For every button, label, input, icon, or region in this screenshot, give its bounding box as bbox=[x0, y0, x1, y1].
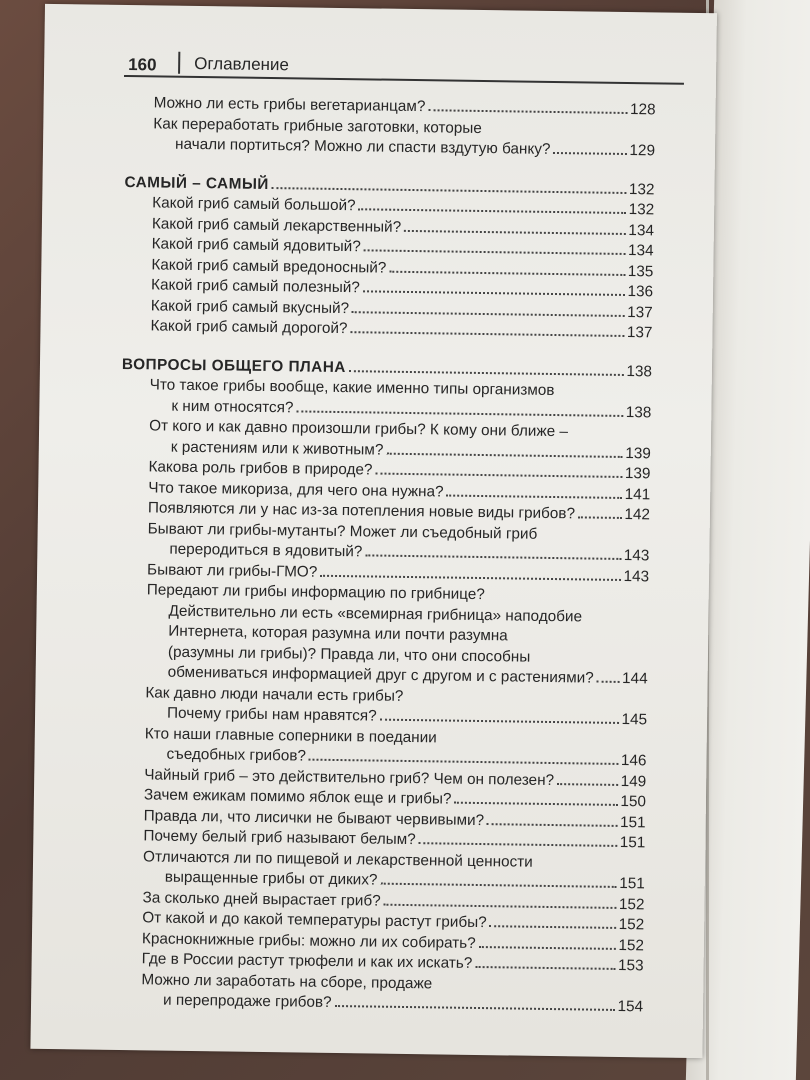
toc-entry: Появляются ли у нас из-за потепления новые виды грибов? 142 bbox=[147, 499, 651, 524]
toc-entry: Что такое грибы вообще, какие именно типы организмов к ним относятся? 138 bbox=[149, 376, 652, 421]
toc-entry: Какой гриб самый вредоносный? 135 bbox=[151, 255, 654, 280]
toc-entry: Какой гриб самый большой? 132 bbox=[152, 194, 655, 219]
toc-entry: Как давно люди начали есть грибы? Почему грибы нам нравятся? 145 bbox=[145, 683, 648, 729]
toc-section-heading: ВОПРОСЫ ОБЩЕГО ПЛАНА 138 bbox=[121, 355, 653, 380]
toc-entry: За сколько дней вырастает гриб? 152 bbox=[142, 888, 645, 913]
toc-entry: Зачем ежикам помимо яблок еще и грибы? 150 bbox=[143, 786, 647, 811]
header-title: Оглавление bbox=[194, 53, 290, 75]
toc-entry: От какой и до какой температуры растут грибы? 152 bbox=[142, 909, 645, 934]
toc-entry: Как переработать грибные заготовки, которые начали портиться? Можно ли спасти вздутую банку? 129 bbox=[153, 114, 656, 160]
toc-entry: Где в России растут трюфели и как их искать? 153 bbox=[141, 950, 644, 975]
toc-entry: Какова роль грибов в природе? 139 bbox=[148, 458, 651, 483]
toc-section-heading: САМЫЙ – САМЫЙ 132 bbox=[124, 173, 655, 198]
toc-entry: От кого и как давно произошли грибы? К кому они ближе – к растениям или к животным? 139 bbox=[149, 417, 651, 462]
toc-entry: Что такое микориза, для чего она нужна? 141 bbox=[148, 478, 651, 503]
toc-entry: Почему белый гриб называют белым? 151 bbox=[143, 827, 646, 852]
toc-entry: Можно ли заработать на сборе, продаже и перепродаже грибов? 154 bbox=[141, 970, 644, 1016]
toc-entry: Какой гриб самый полезный? 136 bbox=[150, 276, 654, 301]
toc-entry: Можно ли есть грибы вегетарианцам? 128 bbox=[153, 94, 656, 119]
toc-entry: Чайный гриб – это действительно гриб? Чем он полезен? 149 bbox=[144, 765, 647, 790]
table-of-contents bbox=[113, 93, 656, 1018]
book-page bbox=[30, 4, 717, 1058]
toc-entry: Краснокнижные грибы: можно ли их собирать? 152 bbox=[141, 929, 645, 954]
toc-entry: Отличаются ли по пищевой и лекарственной ценности выращенные грибы от диких? 151 bbox=[142, 847, 645, 893]
toc-entry: Бывают ли грибы-ГМО? 143 bbox=[147, 560, 650, 585]
page-number: 160 bbox=[128, 55, 157, 75]
toc-entry: Передают ли грибы информацию по грибнице? Действительно ли есть «всемирная грибница» наподобие Интернета, которая разумна или почти разумна (разумны ли грибы)? Правда ли, что они способны обмениваться информацией друг с другом и с растениями? 144 bbox=[146, 581, 648, 688]
toc-entry: Кто наши главные соперники в поедании съедобных грибов? 146 bbox=[144, 724, 647, 770]
toc-entry: Какой гриб самый лекарственный? 134 bbox=[151, 214, 655, 239]
toc-entry: Какой гриб самый дорогой? 137 bbox=[150, 317, 653, 342]
toc-entry: Какой гриб самый ядовитый? 134 bbox=[151, 235, 654, 260]
toc-entry: Какой гриб самый вкусный? 137 bbox=[150, 296, 653, 321]
toc-entry: Правда ли, что лисички не бывают червивыми? 151 bbox=[143, 806, 646, 831]
toc-entry: Бывают ли грибы-мутанты? Может ли съедобный гриб переродиться в ядовитый? 143 bbox=[147, 519, 650, 565]
header-separator bbox=[178, 52, 180, 74]
